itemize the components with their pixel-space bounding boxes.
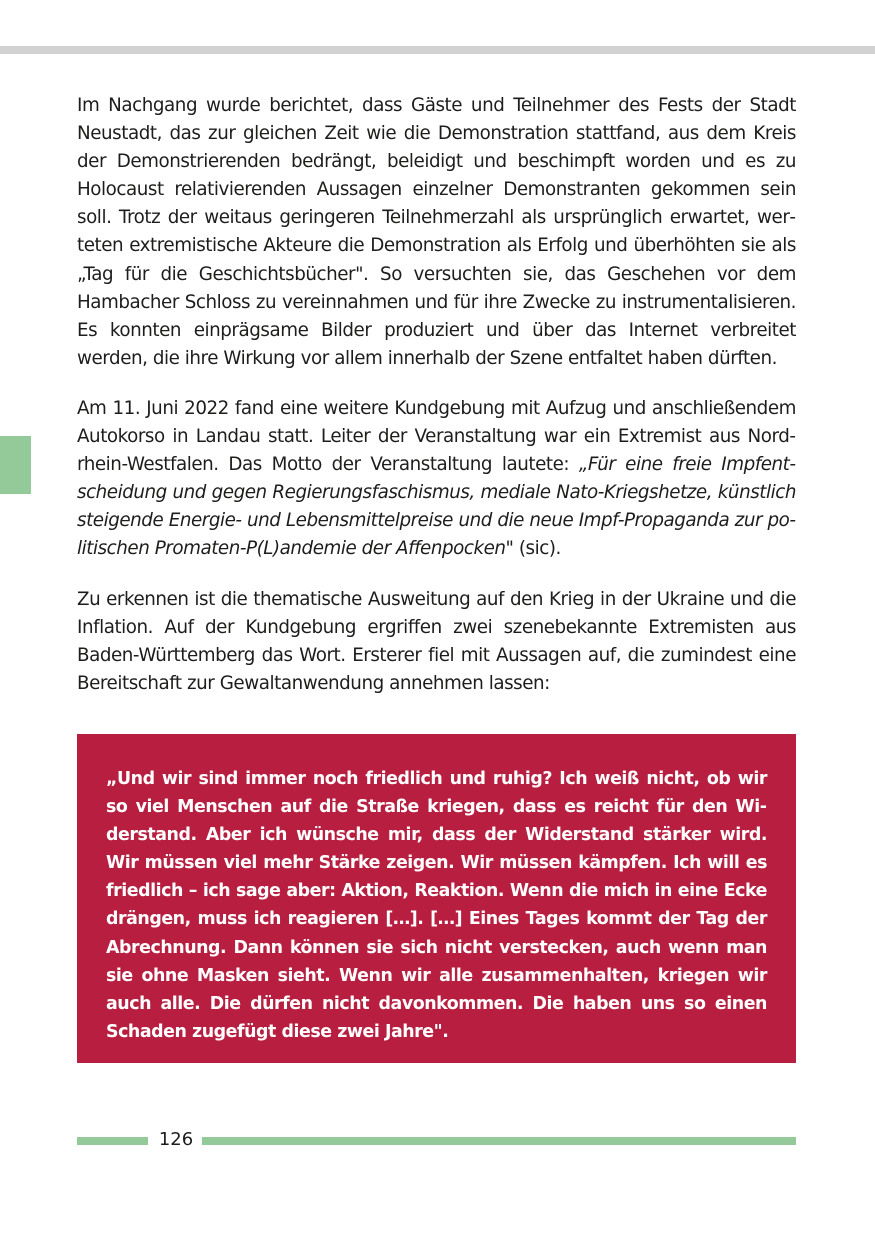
quote-text: „Und wir sind immer noch friedlich und ruhig? Ich weiß nicht, ob wir so viel Menschen auf die Straße kriegen, dass es reicht für den Widerstand. Aber ich wünsche mir, dass der Widerstand stärker wird. Wir müssen viel mehr Stärke zeigen. Wir müssen kämpfen. Ich will es friedlich – ich sage aber: Aktion, Reaktion. Wenn die mich in eine Ecke drängen, muss ich reagieren […]. […] Eines Tages kommt der Tag der Abrechnung. Dann können sie sich nicht verstecken, auch wenn man sie ohne Masken sieht. Wenn wir alle zusammenhalten, kriegen wir auch alle. Die dürfen nicht davonkommen. Die haben uns so einen Schaden zugefügt diese zwei Jahre". [106,769,767,1042]
footer-rule-left [77,1137,148,1145]
top-rule [0,46,875,54]
paragraph-aftermath: Im Nachgang wurde berichtet, dass Gäste und Teilnehmer des Fests der Stadt Neustadt, das zur gleichen Zeit wie die Demonstration stattfand, aus dem Kreis der Demonstrierenden bedrängt, beleidigt und beschimpft worden und es zu Holocaust relativierenden Aussagen einzelner Demonstranten gekommen sein soll. Trotz der weitaus geringeren Teilnehmerzahl als ursprünglich erwartet, werteten extremistische Akteure die Demonstration als Erfolg und überhöhten sie als „Tag für die Geschichtsbücher". So versuchten sie, das Geschehen vor dem Hambacher Schloss zu vereinnahmen und für ihre Zwecke zu instrumentalisieren. Es konnten einprägsame Bilder produziert und über das Internet verbreitet werden, die ihre Wirkung vor allem innerhalb der Szene entfaltet haben dürften. [77,95,796,369]
chapter-side-tab [0,436,31,494]
body-text [77,92,796,720]
rally-motto: „Für eine freie Impfentscheidung und gegen Regierungsfaschismus, mediale Nato-Kriegshetze, künstlich steigende Energie- und Lebensmittelpreise und die neue Impf-Propaganda zur politischen Promaten-P(L)andemie der Affenpocken" [77,454,796,560]
page-number: 126 [158,1129,194,1150]
sic-note: (sic). [513,538,561,560]
paragraph-landau-rally [77,395,796,564]
paragraph-thematic-expansion: Zu erkennen ist die thematische Ausweitung auf den Krieg in der Ukraine und die Inflation. Auf der Kundgebung ergriffen zwei szenebekannte Extremisten aus Baden-Württemberg das Wort. Ersterer fiel mit Aussagen auf, die zumindest eine Bereitschaft zur Gewaltanwendung annehmen lassen: [77,588,796,694]
quote-box [77,734,796,1063]
paragraph-landau-intro: Am 11. Juni 2022 fand eine weitere Kundgebung mit Aufzug und anschließendem Autokorso in Landau statt. Leiter der Veranstaltung war ein Extremist aus Nordrhein-Westfalen. Das Motto der Veranstaltung lautete: [77,397,796,476]
footer-rule-right [202,1137,796,1145]
